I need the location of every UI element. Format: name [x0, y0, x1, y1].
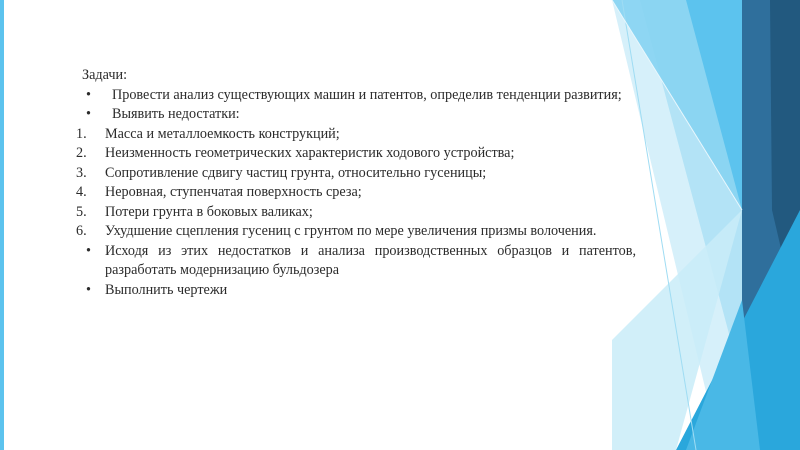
number-marker: 1. — [76, 125, 87, 142]
list-item-text: Сопротивление сдвигу частиц грунта, относительно гусеницы; — [105, 164, 487, 181]
heading: Задачи: — [82, 67, 128, 83]
bullet-marker: • — [86, 106, 91, 122]
list-item — [76, 86, 636, 106]
list-item — [76, 164, 636, 184]
bullet-marker: • — [86, 281, 91, 298]
bullet-marker: • — [86, 242, 91, 259]
list-item — [76, 105, 636, 125]
list-item-text: Провести анализ существующих машин и патентов, определив тенденции развития; — [112, 86, 622, 103]
list-item-text: Потери грунта в боковых валиках; — [105, 203, 313, 220]
list-item-text: Масса и металлоемкость конструкций; — [105, 125, 340, 142]
list-item — [76, 203, 636, 223]
list-item — [76, 144, 636, 164]
list-item — [76, 242, 636, 281]
list-item-text: Неизменность геометрических характеристик ходового устройства; — [105, 145, 515, 161]
list-item-text: Неровная, ступенчатая поверхность среза; — [105, 184, 362, 200]
list-item-text: Выполнить чертежи — [105, 281, 228, 298]
number-marker: 2. — [76, 145, 87, 161]
number-marker: 3. — [76, 164, 87, 181]
number-marker: 4. — [76, 184, 87, 200]
bullet-marker: • — [86, 86, 91, 103]
number-marker: 6. — [76, 223, 87, 239]
task-list — [76, 66, 636, 300]
list-item-text: Выявить недостатки: — [112, 106, 240, 122]
number-marker: 5. — [76, 203, 87, 220]
list-item — [76, 125, 636, 145]
list-item — [76, 222, 636, 242]
list-item-text: Исходя из этих недостатков и анализа производственных образцов и патентов, разработать модернизацию бульдозера — [105, 242, 636, 278]
list-item — [76, 183, 636, 203]
list-item — [76, 281, 636, 301]
list-item-text: Ухудшение сцепления гусениц с грунтом по мере увеличения призмы волочения. — [105, 223, 597, 239]
